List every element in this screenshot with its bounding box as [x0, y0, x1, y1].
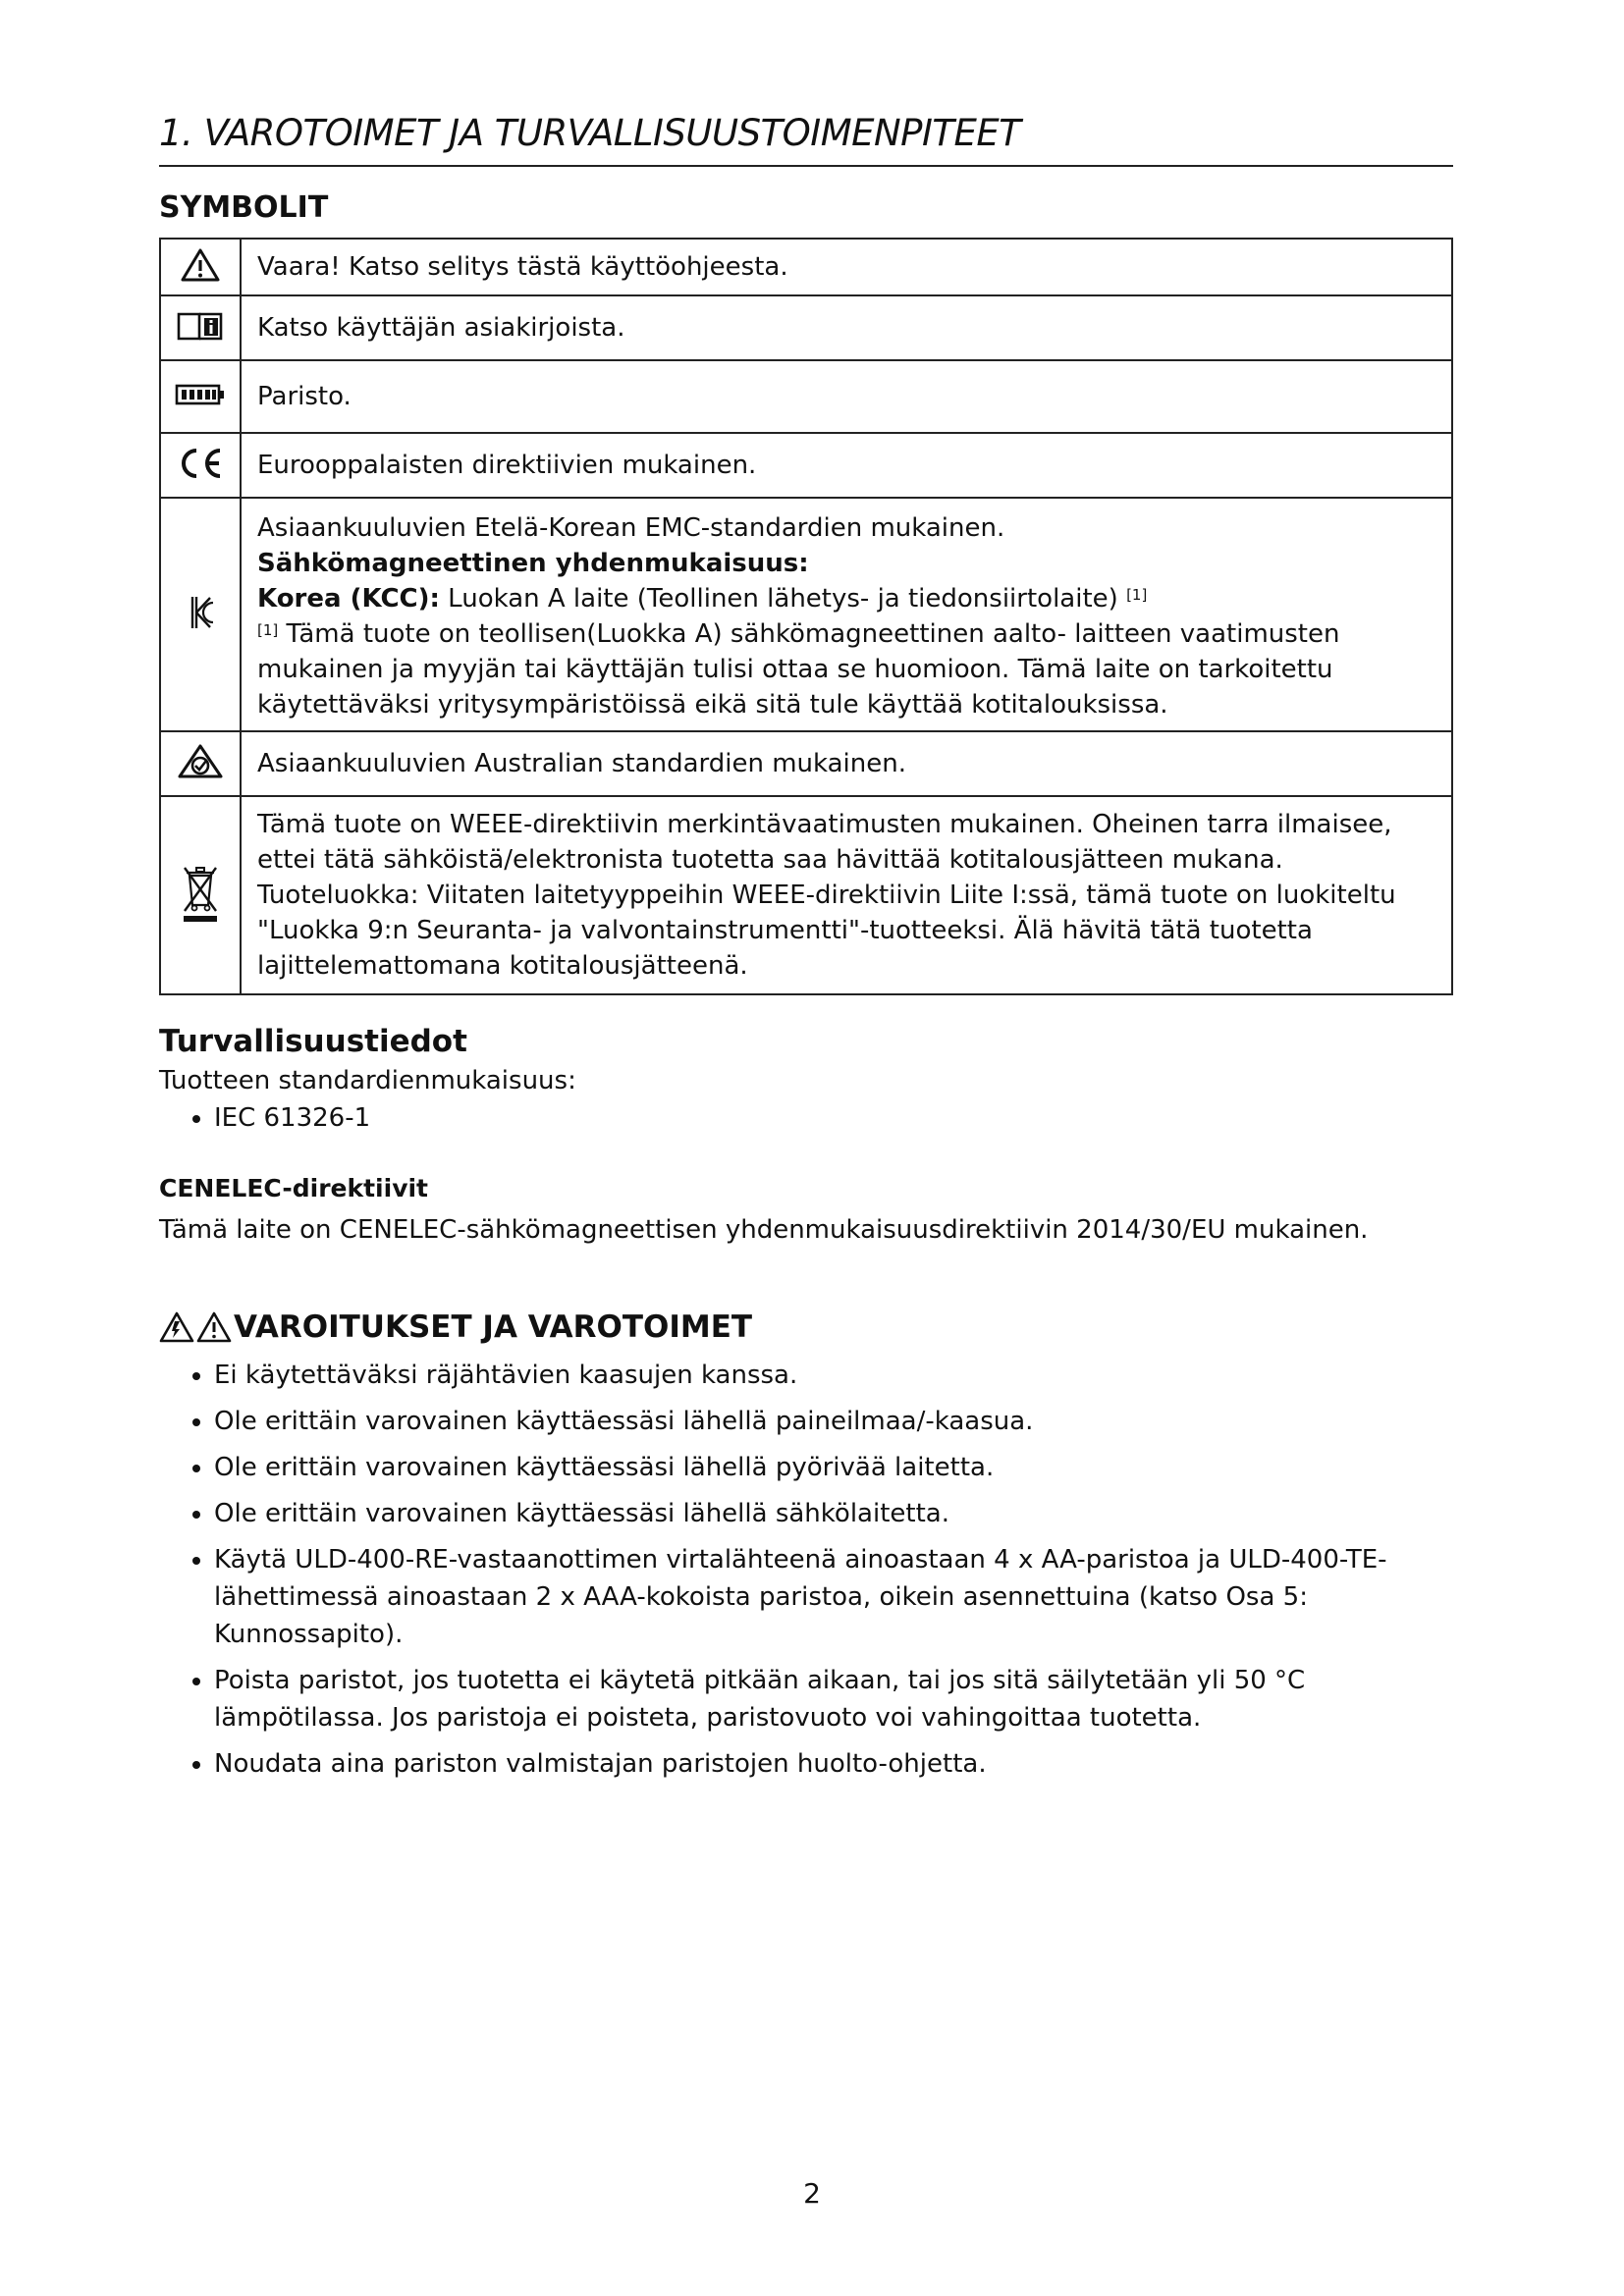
list-item: • Poista paristot, jos tuotetta ei käytetä pitkään aikaan, tai jos sitä säilytetään yli 50 °C lämpötilassa. Jos paristoja ei poisteta, paristovuoto voi vahingoittaa tuotetta.: [214, 1662, 1453, 1736]
ce-mark-icon: [160, 433, 241, 498]
kc-mark-icon: [160, 498, 241, 731]
manual-info-icon: [160, 295, 241, 360]
footnote-mark: [1]: [257, 621, 279, 639]
footnote-mark: [1]: [1126, 586, 1148, 604]
rcm-mark-icon: [160, 731, 241, 796]
list-item: • Ole erittäin varovainen käyttäessäsi lähellä paineilmaa/-kaasua.: [214, 1403, 1453, 1440]
symbol-description: Eurooppalaisten direktiivien mukainen.: [241, 433, 1452, 498]
list-item: • Ole erittäin varovainen käyttäessäsi lähellä pyörivää laitetta.: [214, 1449, 1453, 1486]
battery-icon: [160, 360, 241, 433]
list-item: • Ei käytettäväksi räjähtävien kaasujen kanssa.: [214, 1357, 1453, 1394]
list-item: • IEC 61326-1: [214, 1099, 1453, 1137]
warnings-heading: [159, 1308, 1453, 1347]
symbol-row: [160, 239, 1452, 295]
kc-line-3: [257, 581, 1437, 616]
kc-line-1: Asiaankuuluvien Etelä-Korean EMC-standardien mukainen.: [257, 513, 1005, 543]
symbols-table: [159, 238, 1453, 995]
warning-triangle-icon: [160, 239, 241, 295]
symbol-row: [160, 796, 1452, 994]
symbols-title: SYMBOLIT: [159, 190, 329, 225]
list-item: • Ole erittäin varovainen käyttäessäsi lähellä sähkölaitetta.: [214, 1495, 1453, 1532]
symbol-description: Paristo.: [241, 360, 1452, 433]
symbol-description: Katso käyttäjän asiakirjoista.: [241, 295, 1452, 360]
warnings-title: VAROITUKSET JA VAROTOIMET: [234, 1309, 753, 1345]
weee-bin-icon: [160, 796, 241, 994]
list-item: • Käytä ULD-400-RE-vastaanottimen virtalähteenä ainoastaan 4 x AA-paristoa ja ULD-400-TE-lähettimessä ainoastaan 2 x AAA-kokoista paristoa, oikein asennettuina (katso Osa 5: Kunnossapito).: [214, 1541, 1453, 1653]
warnings-list: [159, 1357, 1453, 1783]
symbol-description: Vaara! Katso selitys tästä käyttöohjeesta.: [241, 239, 1452, 295]
symbol-description: Tämä tuote on WEEE-direktiivin merkintävaatimusten mukainen. Oheinen tarra ilmaisee, ettei tätä sähköistä/elektronista tuotetta saa hävittää kotitalousjätteen mukana. Tuoteluokka: Viitaten laitetyyppeihin WEEE-direktiivin Liite I:ssä, tämä tuote on luokiteltu "Luokka 9:n Seuranta- ja valvontainstrumentti"-tuotteeksi. Älä hävitä tätä tuotetta lajittelemattomana kotitalousjätteenä.: [241, 796, 1452, 994]
kc-line-2: Sähkömagneettinen yhdenmukaisuus:: [257, 549, 809, 578]
section-heading: 1. VAROTOIMET JA TURVALLISUUSTOIMENPITEET: [159, 110, 1453, 167]
symbol-row: [160, 295, 1452, 360]
symbol-row: [160, 433, 1452, 498]
page-content: [159, 110, 1453, 1791]
kc-description: [241, 498, 1452, 731]
warning-triangle-icon: [159, 1311, 194, 1343]
cenelec-text: Tämä laite on CENELEC-sähkömagneettisen yhdenmukaisuusdirektiivin 2014/30/EU mukainen.: [159, 1215, 1369, 1245]
symbol-row: [160, 731, 1452, 796]
page-number: 2: [803, 2177, 821, 2210]
warning-triangle-icon: [196, 1311, 232, 1343]
standards-list: [159, 1099, 1453, 1137]
cenelec-title: CENELEC-direktiivit: [159, 1174, 429, 1202]
kc-label: Korea (KCC):: [257, 584, 440, 614]
symbol-row: [160, 498, 1452, 731]
safety-title: Turvallisuustiedot: [159, 1024, 467, 1059]
safety-intro: Tuotteen standardienmukaisuus:: [159, 1066, 576, 1095]
symbol-row: [160, 360, 1452, 433]
kc-line-4: [257, 616, 1437, 722]
kc-footnote-text: Tämä tuote on teollisen(Luokka A) sähkömagneettinen aalto- laitteen vaatimusten mukainen ja myyjän tai käyttäjän tulisi ottaa se huomioon. Tämä laite on tarkoitettu käytettäväksi yritysympäristöissä eikä sitä tule käyttää kotitalouksissa.: [257, 619, 1340, 720]
list-item: • Noudata aina pariston valmistajan paristojen huolto-ohjetta.: [214, 1745, 1453, 1783]
symbol-description: Asiaankuuluvien Australian standardien mukainen.: [241, 731, 1452, 796]
kc-line-3-text: Luokan A laite (Teollinen lähetys- ja tiedonsiirtolaite): [439, 584, 1118, 614]
